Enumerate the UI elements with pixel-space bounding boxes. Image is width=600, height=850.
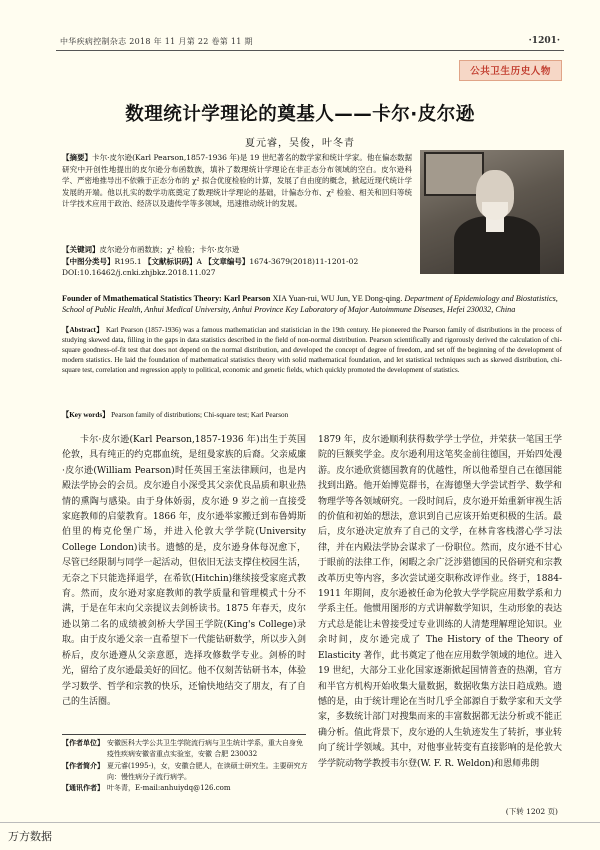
footnote-affiliation-label: 【作者单位】 [62, 739, 104, 747]
english-keywords [62, 410, 562, 420]
column-tag: 公共卫生历史人物 [459, 60, 562, 81]
author-portrait [420, 150, 564, 274]
keywords-label: 【关键词】 [62, 245, 100, 254]
english-abstract-text: Karl Pearson (1857-1936) was a famous mathematician and statistician in the 19th century. He pioneered the Pearson family of distributions in the process of studying skewed data, filling in the gaps in data statistics described in the field of non-normal distribution. Pearson scientifically and rigorously derived the calculation of chi-square goodness-of-fit test that does not depend on the normal distribution, and developed the concept of degree of freedom, and set off the beginning of the development of modern statistics. He laid the foundation of mathematical statistics theory with solid mathematical foundation, and let statistical techniques such as skewed distribution, chi-square test, correlation and regression apply to political, economic and genetic fields, which quickly promoted the development of statistics. [62, 326, 562, 374]
portrait-beard [482, 202, 508, 220]
footnote-corresponding-label: 【通讯作者】 [62, 784, 104, 793]
english-abstract [62, 326, 562, 376]
english-affiliation: Department of Epidemiology and Biostatistics, School of Public Health, Anhui Medical University, Anhui Province Key Laboratory of Major Autoimmune Diseases, Hefei 230032, China [62, 294, 558, 314]
keywords-row [62, 244, 412, 256]
journal-header: 中华疾病控制杂志 2018 年 11 月第 22 卷第 11 期 [60, 37, 253, 46]
article-no-value: 1674-3679(2018)11-1201-02 [249, 256, 359, 266]
article-title: 数理统计学理论的奠基人——卡尔·皮尔逊 [125, 104, 475, 125]
article-authors: 夏元睿，吴俊，叶冬青 [245, 138, 355, 149]
english-authors: XIA Yuan-rui, WU Jun, YE Dong-qing. [272, 294, 403, 303]
doi: DOI:10.16462/j.cnki.zhjbkz.2018.11.027 [62, 268, 216, 278]
continued-note: (下转 1202 页) [505, 807, 558, 816]
clc-value: R195.1 [114, 256, 142, 266]
body-paragraph: 1879 年，皮尔逊顺利获得数学学士学位，并荣获一笔国王学院的巨额奖学金。皮尔逊利用这笔奖金前往德国，开始四处漫游。皮尔逊欣赏德国教育的优越性，所以他希望自己在德国能找到出路。他开始博览群书，在海德堡大学尝试哲学、数学和物理学等各领域研究。一段时间后，皮尔逊开始重新审视生活的价值和初始的想法，意识到自己应该开始更积极的生活。最后，皮尔逊决定放弃了自己的文学，在林肯客栈潜心学习法律，并在内殿法学协会谋求了一份职位。然而，皮尔逊不甘心于眼前的法律工作，闲暇之余广泛涉猎德国的民俗研究和宗教改革历史等内容，多次尝试递交职称改评作业。终于，1884-1911 年期间，皮尔逊被任命为伦敦大学学院应用数学系和力学系主任。他惯用图形的方式讲解数学知识，生动形象的表达方式总是能让未曾接受过专业训练的人清楚理解理论知识。业余时间，皮尔逊完成了 The History of the Theory of Elasticity 著作，此书奠定了他在应用数学领域的地位。进入 19 世纪，大部分工业化国家逐渐掀起国情普查的热潮，官方和半官方机构开始收集大量数据，数据收集方法日趋成熟。遗憾的是，由于统计理论在当时几乎全部源自于数学家和天文学家，多数统计部门对搜集而来的丰富数据都无法分析或不能正确分析。值此背景下，皮尔逊的人生轨迹发生了转折，事业转向了统计学领域。其中，对他事业转变有直接影响的是伦敦大学学院动物学教授韦尔登(W. F. R. Weldon)和恩师弗朗 [318, 435, 562, 769]
footnote-bio-text: 夏元睿(1995-)，女，安徽合肥人，在读硕士研究生。主要研究方向：慢性病分子流行病学。 [107, 761, 308, 781]
footnote-affiliation-text: 安徽医科大学公共卫生学院流行病与卫生统计学系，重大自身免疫性疾病安徽省重点实验室，安徽 合肥 230032 [107, 739, 303, 759]
english-title: Founder of Mmathematical Statistics Theory: Karl Pearson [62, 294, 271, 303]
bottom-rule [0, 822, 600, 823]
article-no-label: 【文章编号】 [204, 256, 250, 266]
keywords-text: 皮尔逊分布函数族；χ² 检验；卡尔·皮尔逊 [99, 245, 240, 254]
english-keywords-label: 【Key words】 [62, 411, 110, 419]
footnote-rule [62, 734, 306, 735]
english-abstract-label: 【Abstract】 [62, 326, 104, 334]
chinese-meta [62, 244, 412, 279]
footnote-bio [62, 761, 308, 784]
abstract-text: 卡尔·皮尔逊(Karl Pearson,1857-1936 年)是 19 世纪著名的数学家和统计学家。他在偏态数据研究中开创性地提出的皮尔逊分布函数族，填补了数理统计学理论在非正态分布领域的空白。皮尔逊科学、严密地推导出不依赖于正态分布的 χ² 拟合优度检验的计算，发展了自由度的概念，掀起近现代统计学发展的开端。他以扎实的数学功底奠定了数理统计学理论的基础，计偏态分布、χ² 检验、相关和回归等统计学技术应用于政治、经济以及遗传学等多领域，迅速推动统计的发展。 [62, 153, 412, 209]
footnote-corresponding-text: 叶冬青，E-mail:anhuiydq@126.com [107, 784, 231, 793]
database-watermark: 万方数据 [8, 830, 52, 843]
header-rule [56, 50, 564, 51]
clc-label: 【中图分类号】 [62, 256, 115, 266]
english-keywords-text: Pearson family of distributions; Chi-square test; Karl Pearson [111, 411, 289, 419]
body-right-column [318, 433, 562, 772]
classification-row [62, 256, 412, 268]
chinese-abstract [62, 152, 412, 210]
footnote-affiliation [62, 738, 308, 761]
page-number: ·1201· [528, 36, 560, 46]
doc-code-label: 【文献标识码】 [144, 256, 197, 266]
abstract-label: 【摘要】 [62, 153, 93, 162]
footnote-bio-label: 【作者简介】 [62, 761, 104, 770]
body-left-column [62, 433, 306, 710]
footnote-corresponding [62, 783, 308, 794]
english-title-block [62, 293, 562, 315]
doc-code-value: A [196, 256, 202, 266]
body-paragraph: 卡尔·皮尔逊(Karl Pearson,1857-1936 年)出生于英国伦敦，具有纯正的约克郡血统，是纽曼家族的后裔。父亲威廉·皮尔逊(William Pearson)时任英国王室法律顾问，也是内殿法学协会的会员。皮尔逊自小深受其父亲优良品质和职业热情的熏陶与感染。由于身体娇弱，皮尔逊 9 岁之前一直接受家庭教师的启蒙教育。1866 年，皮尔逊举家搬迁到布鲁姆斯伯里的梅克伦堡广场，并进入伦敦大学学院(University College London)读书。遗憾的是，皮尔逊身体每况愈下，尽管已经限制与同学一起活动，但依旧无法支撑住校园生活，无奈之下只能选择退学，在希钦(Hitchin)继续接受家庭式教育。然而，皮尔逊对家庭教师的教学质量和管理模式十分不满，于是在年末向父亲提议去剑桥读书。1875 年春天，皮尔逊以第二名的成绩被剑桥大学国王学院(King's College)录取。由于皮尔逊父亲一直希望下一代能钻研数学，所以步入剑桥后，皮尔逊遵从父亲意愿，选择攻修数学专业。剑桥的时光，留给了皮尔逊最美好的回忆。他不仅刻苦钻研书本，体验学习数学、哲学和宗教的快乐，还愉快地结交了朋友，有了自己的生活圈。 [62, 435, 306, 707]
footnote [62, 738, 308, 794]
picture-frame [424, 152, 484, 196]
